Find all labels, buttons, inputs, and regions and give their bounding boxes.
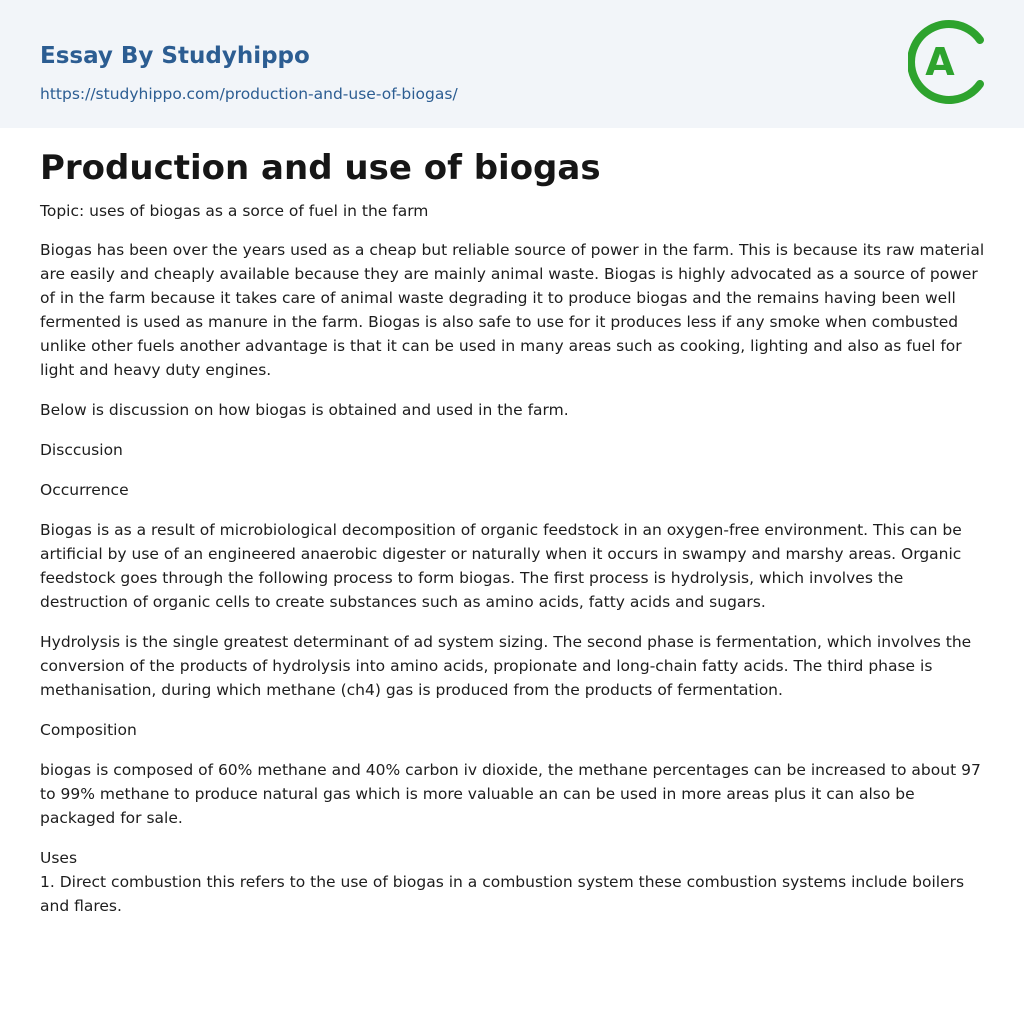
- paragraph-composition: biogas is composed of 60% methane and 40% carbon iv dioxide, the methane percentages can be increased to about 97 to 99% methane to produce natural gas which is more valuable an can be used in more areas plus it can also be packaged for sale.: [40, 761, 981, 827]
- paragraph-hydrolysis: Hydrolysis is the single greatest determinant of ad system sizing. The second phase is fermentation, which involves the conversion of the products of hydrolysis into amino acids, propionate and long-chain fatty acids. The third phase is methanisation, during which methane (ch4) gas is produced from the products of fermentation.: [40, 633, 972, 699]
- uses-item-1: 1. Direct combustion this refers to the use of biogas in a combustion system these combustion systems include boilers and flares.: [40, 873, 965, 915]
- heading-composition: Composition: [40, 721, 137, 739]
- uses-section: [40, 846, 988, 918]
- article-body: [40, 142, 988, 918]
- heading-occurrence: Occurrence: [40, 481, 129, 499]
- site-header: [0, 0, 1024, 128]
- site-title[interactable]: Essay By Studyhippo: [40, 43, 310, 69]
- page-url-link[interactable]: https://studyhippo.com/production-and-use-of-biogas/: [40, 85, 458, 103]
- topic-line: Topic: uses of biogas as a sorce of fuel in the farm: [40, 202, 429, 220]
- paragraph-discussion-intro: Below is discussion on how biogas is obtained and used in the farm.: [40, 401, 569, 419]
- paragraph-occurrence: Biogas is as a result of microbiological decomposition of organic feedstock in an oxygen-free environment. This can be artificial by use of an engineered anaerobic digester or naturally when it occurs in swampy and marshy areas. Organic feedstock goes through the following process to form biogas. The first process is hydrolysis, which involves the destruction of organic cells to create substances such as amino acids, fatty acids and sugars.: [40, 521, 962, 611]
- heading-discussion: Disccusion: [40, 441, 123, 459]
- heading-uses: Uses: [40, 849, 78, 867]
- paragraph-intro: Biogas has been over the years used as a cheap but reliable source of power in the farm. This is because its raw material are easily and cheaply available because they are mainly animal waste. Biogas is highly advocated as a source of power of in the farm because it takes care of animal waste degrading it to produce biogas and the remains having been well fermented is used as manure in the farm. Biogas is also safe to use for it produces less if any smoke when combusted unlike other fuels another advantage is that it can be used in many areas such as cooking, lighting and also as fuel for light and heavy duty engines.: [40, 241, 985, 379]
- page-title: Production and use of biogas: [40, 148, 601, 188]
- logo-letter: A: [925, 40, 955, 84]
- studyhippo-logo-icon[interactable]: [908, 18, 988, 106]
